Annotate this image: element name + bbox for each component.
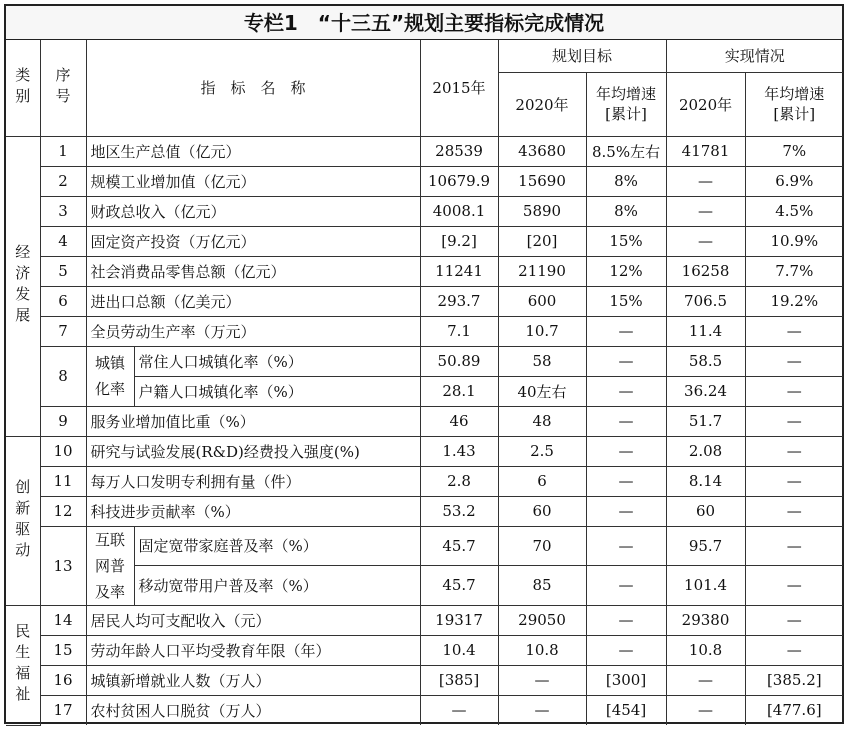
row-name: 研究与试验发展(R&D)经费投入强度(%)	[86, 436, 420, 466]
row-plan-2020: 70	[498, 526, 586, 566]
row-plan-growth: —	[586, 605, 666, 635]
row-actual-growth: 19.2%	[745, 286, 843, 316]
row-2015: 28.1	[420, 376, 498, 406]
row-name: 服务业增加值比重（%）	[86, 406, 420, 436]
row-plan-growth: —	[586, 406, 666, 436]
row-plan-growth: —	[586, 316, 666, 346]
table-row	[6, 286, 843, 316]
row-actual-2020: —	[666, 226, 745, 256]
row-plan-growth: —	[586, 635, 666, 665]
row-name: 居民人均可支配收入（元）	[86, 605, 420, 635]
row-actual-2020: —	[666, 695, 745, 725]
header-actual: 实现情况	[666, 40, 843, 72]
row-actual-2020: 11.4	[666, 316, 745, 346]
row-no: 7	[40, 316, 86, 346]
row-plan-2020: 10.7	[498, 316, 586, 346]
row-no: 13	[40, 526, 86, 605]
header-plan-2020: 2020年	[498, 72, 586, 136]
table-row	[6, 466, 843, 496]
table-row	[6, 166, 843, 196]
table-row	[6, 316, 843, 346]
row-plan-growth: 15%	[586, 286, 666, 316]
row-actual-2020: 95.7	[666, 526, 745, 566]
table-row	[6, 256, 843, 286]
row-plan-2020: 15690	[498, 166, 586, 196]
row-2015: 1.43	[420, 436, 498, 466]
row-actual-growth: —	[745, 436, 843, 466]
row-no: 12	[40, 496, 86, 526]
row-plan-2020: 21190	[498, 256, 586, 286]
row-name: 固定宽带家庭普及率（%）	[134, 526, 420, 566]
row-actual-growth: 4.5%	[745, 196, 843, 226]
table-row	[6, 496, 843, 526]
cumulative-label: [累计]	[605, 105, 647, 123]
row-2015: 10.4	[420, 635, 498, 665]
row-actual-growth: —	[745, 316, 843, 346]
table-row	[6, 526, 843, 566]
row-actual-2020: 60	[666, 496, 745, 526]
row-actual-growth: —	[745, 566, 843, 606]
row-plan-2020: 2.5	[498, 436, 586, 466]
row-2015: 45.7	[420, 526, 498, 566]
row-plan-2020: 29050	[498, 605, 586, 635]
row-no: 1	[40, 136, 86, 166]
table-row	[6, 226, 843, 256]
row-actual-2020: 29380	[666, 605, 745, 635]
table-row	[6, 665, 843, 695]
row-actual-2020: —	[666, 665, 745, 695]
row-plan-2020: 85	[498, 566, 586, 606]
row-actual-growth: 10.9%	[745, 226, 843, 256]
row-plan-2020: 40左右	[498, 376, 586, 406]
row-plan-growth: —	[586, 526, 666, 566]
row-name: 地区生产总值（亿元）	[86, 136, 420, 166]
row-name: 规模工业增加值（亿元）	[86, 166, 420, 196]
row-no: 6	[40, 286, 86, 316]
group-economy: 经济发展	[6, 136, 40, 436]
row-actual-growth: —	[745, 496, 843, 526]
row-2015: 2.8	[420, 466, 498, 496]
row-name: 常住人口城镇化率（%）	[134, 346, 420, 376]
row-plan-2020: 600	[498, 286, 586, 316]
row-name: 科技进步贡献率（%）	[86, 496, 420, 526]
row-name: 户籍人口城镇化率（%）	[134, 376, 420, 406]
row-name: 移动宽带用户普及率（%）	[134, 566, 420, 606]
row-name: 每万人口发明专利拥有量（件）	[86, 466, 420, 496]
row-name: 财政总收入（亿元）	[86, 196, 420, 226]
row-plan-growth: —	[586, 466, 666, 496]
row-name: 固定资产投资（万亿元）	[86, 226, 420, 256]
row-name: 劳动年龄人口平均受教育年限（年）	[86, 635, 420, 665]
row-actual-2020: 41781	[666, 136, 745, 166]
row-actual-growth: —	[745, 406, 843, 436]
group-welfare: 民生福祉	[6, 605, 40, 725]
subgroup-urbanization: 城镇化率	[86, 346, 134, 406]
row-plan-2020: 60	[498, 496, 586, 526]
table-row	[6, 695, 843, 725]
row-name: 社会消费品零售总额（亿元）	[86, 256, 420, 286]
table-row	[6, 136, 843, 166]
row-2015: 11241	[420, 256, 498, 286]
row-plan-growth: 8%	[586, 196, 666, 226]
row-2015: 50.89	[420, 346, 498, 376]
row-no: 8	[40, 346, 86, 406]
row-no: 17	[40, 695, 86, 725]
row-plan-growth: 8%	[586, 166, 666, 196]
row-plan-2020: —	[498, 695, 586, 725]
row-plan-growth: [454]	[586, 695, 666, 725]
row-actual-2020: 36.24	[666, 376, 745, 406]
header-plan-growth	[586, 72, 666, 136]
table-title: 专栏1 “十三五”规划主要指标完成情况	[6, 6, 842, 40]
row-plan-2020: 43680	[498, 136, 586, 166]
row-actual-growth: [477.6]	[745, 695, 843, 725]
row-plan-growth: 15%	[586, 226, 666, 256]
row-no: 15	[40, 635, 86, 665]
row-plan-2020: —	[498, 665, 586, 695]
row-plan-growth: —	[586, 436, 666, 466]
table-row	[6, 196, 843, 226]
row-plan-2020: 48	[498, 406, 586, 436]
row-plan-growth: —	[586, 346, 666, 376]
row-actual-growth: [385.2]	[745, 665, 843, 695]
row-2015: —	[420, 695, 498, 725]
growth-label: 年均增速	[596, 85, 657, 103]
row-actual-growth: —	[745, 605, 843, 635]
row-2015: 293.7	[420, 286, 498, 316]
row-plan-growth: 8.5%左右	[586, 136, 666, 166]
row-2015: [385]	[420, 665, 498, 695]
row-no: 10	[40, 436, 86, 466]
row-actual-2020: 10.8	[666, 635, 745, 665]
row-actual-2020: —	[666, 166, 745, 196]
row-actual-2020: 16258	[666, 256, 745, 286]
header-seq: 序号	[40, 40, 86, 136]
row-actual-growth: 6.9%	[745, 166, 843, 196]
row-no: 5	[40, 256, 86, 286]
row-no: 11	[40, 466, 86, 496]
row-actual-growth: —	[745, 466, 843, 496]
row-actual-growth: 7%	[745, 136, 843, 166]
row-actual-growth: —	[745, 376, 843, 406]
row-name: 全员劳动生产率（万元）	[86, 316, 420, 346]
table-row	[6, 605, 843, 635]
row-actual-growth: —	[745, 635, 843, 665]
header-plan: 规划目标	[498, 40, 666, 72]
row-plan-growth: —	[586, 566, 666, 606]
table-row	[6, 346, 843, 376]
row-actual-growth: —	[745, 346, 843, 376]
row-actual-2020: 2.08	[666, 436, 745, 466]
indicator-table	[6, 40, 843, 726]
row-no: 9	[40, 406, 86, 436]
row-2015: 4008.1	[420, 196, 498, 226]
table-row	[6, 406, 843, 436]
row-no: 4	[40, 226, 86, 256]
row-plan-2020: 5890	[498, 196, 586, 226]
row-no: 3	[40, 196, 86, 226]
header-actual-growth	[745, 72, 843, 136]
row-plan-2020: 10.8	[498, 635, 586, 665]
row-no: 16	[40, 665, 86, 695]
row-plan-growth: —	[586, 376, 666, 406]
row-plan-2020: [20]	[498, 226, 586, 256]
row-plan-growth: [300]	[586, 665, 666, 695]
row-name: 进出口总额（亿美元）	[86, 286, 420, 316]
row-actual-2020: 8.14	[666, 466, 745, 496]
row-2015: 45.7	[420, 566, 498, 606]
indicator-table-frame	[4, 4, 844, 724]
header-actual-2020: 2020年	[666, 72, 745, 136]
row-no: 14	[40, 605, 86, 635]
row-actual-growth: 7.7%	[745, 256, 843, 286]
row-2015: 53.2	[420, 496, 498, 526]
row-plan-growth: 12%	[586, 256, 666, 286]
header-name: 指 标 名 称	[86, 40, 420, 136]
growth-label: 年均增速	[764, 85, 825, 103]
table-row	[6, 635, 843, 665]
row-2015: [9.2]	[420, 226, 498, 256]
cumulative-label: [累计]	[773, 105, 816, 123]
header-category: 类别	[6, 40, 40, 136]
row-actual-growth: —	[745, 526, 843, 566]
row-no: 2	[40, 166, 86, 196]
subgroup-internet: 互联网普及率	[86, 526, 134, 605]
row-actual-2020: 58.5	[666, 346, 745, 376]
row-plan-growth: —	[586, 496, 666, 526]
row-2015: 7.1	[420, 316, 498, 346]
row-actual-2020: 706.5	[666, 286, 745, 316]
row-2015: 10679.9	[420, 166, 498, 196]
row-2015: 46	[420, 406, 498, 436]
header-2015: 2015年	[420, 40, 498, 136]
row-plan-2020: 6	[498, 466, 586, 496]
table-row	[6, 436, 843, 466]
row-actual-2020: 51.7	[666, 406, 745, 436]
row-actual-2020: 101.4	[666, 566, 745, 606]
row-2015: 19317	[420, 605, 498, 635]
row-plan-2020: 58	[498, 346, 586, 376]
row-actual-2020: —	[666, 196, 745, 226]
row-name: 城镇新增就业人数（万人）	[86, 665, 420, 695]
group-innovation: 创新驱动	[6, 436, 40, 605]
row-name: 农村贫困人口脱贫（万人）	[86, 695, 420, 725]
row-2015: 28539	[420, 136, 498, 166]
